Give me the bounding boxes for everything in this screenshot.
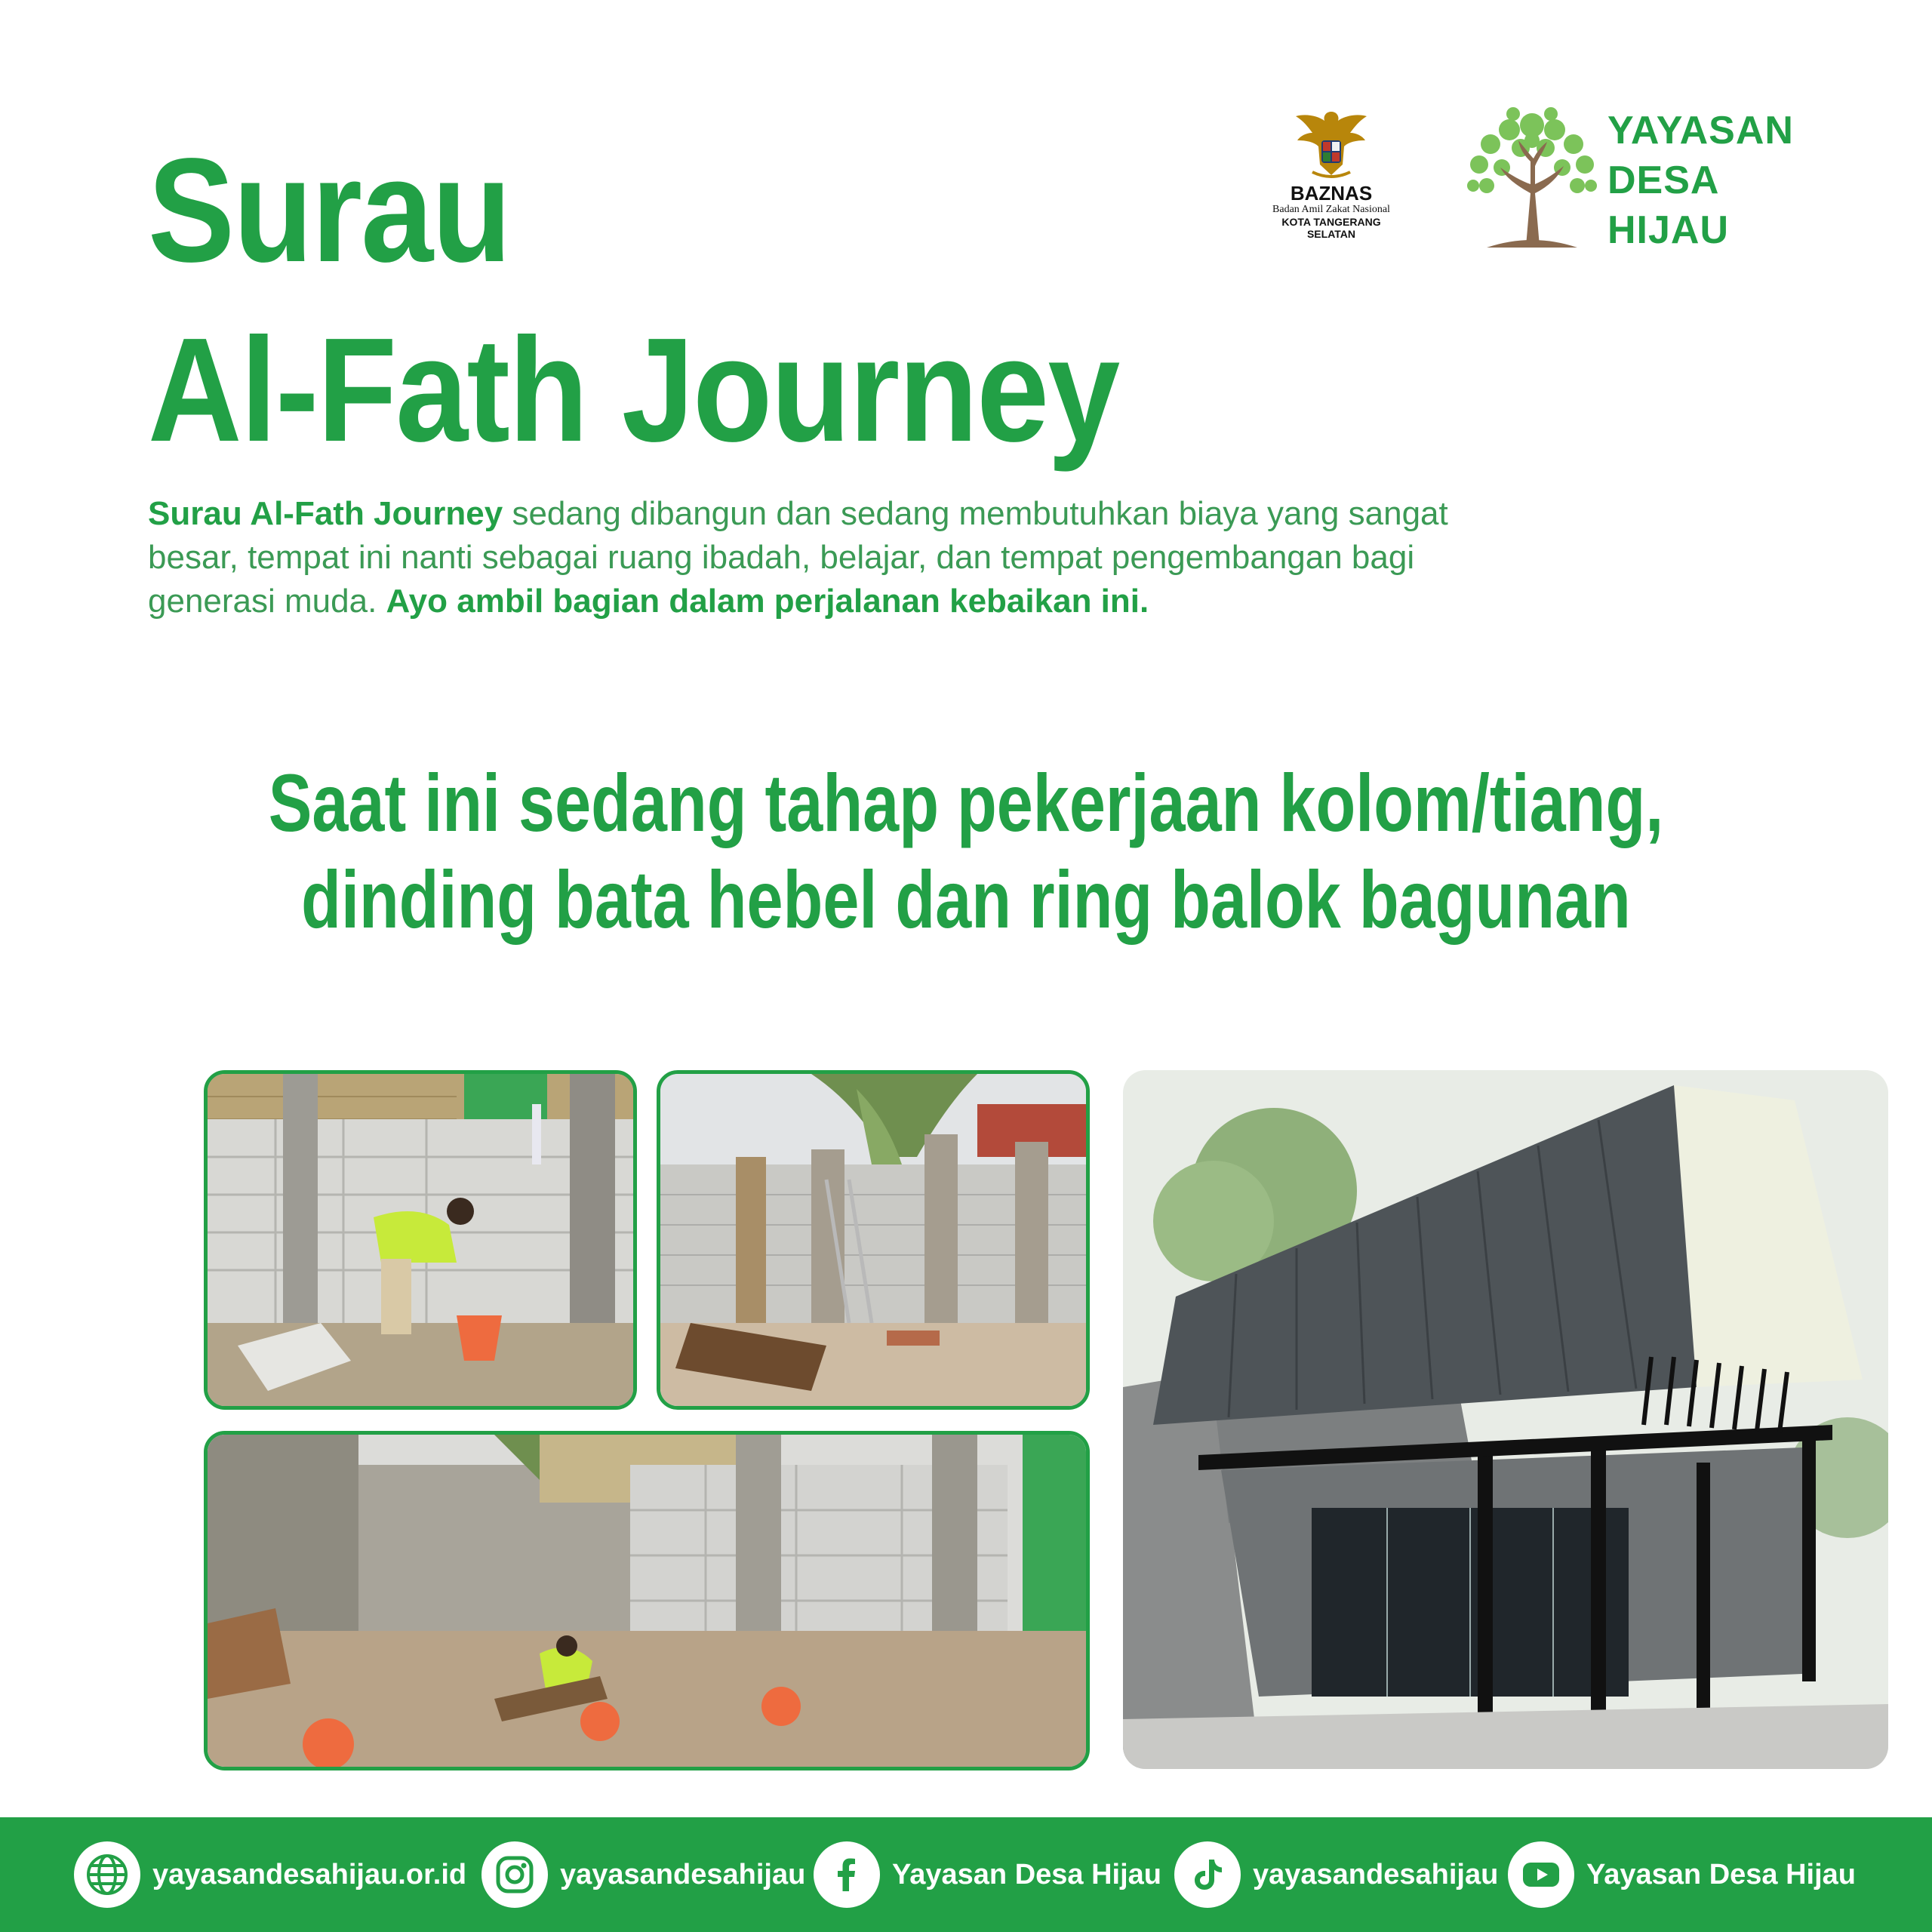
garuda-emblem-icon bbox=[1290, 106, 1373, 181]
youtube-icon bbox=[1508, 1841, 1574, 1908]
youtube-label: Yayasan Desa Hijau bbox=[1586, 1858, 1856, 1890]
intro-paragraph bbox=[148, 492, 1544, 623]
instagram-link[interactable] bbox=[481, 1817, 805, 1932]
baznas-logo bbox=[1262, 106, 1401, 242]
facebook-label: Yayasan Desa Hijau bbox=[892, 1858, 1161, 1890]
ydh-line-1: YAYASAN bbox=[1607, 109, 1794, 152]
youtube-link[interactable] bbox=[1508, 1817, 1856, 1932]
ydh-line-2: DESA bbox=[1607, 158, 1720, 202]
tiktok-icon bbox=[1174, 1841, 1241, 1908]
baznas-name: BAZNAS bbox=[1290, 182, 1373, 205]
tiktok-label: yayasandesahijau bbox=[1253, 1858, 1499, 1890]
construction-photo-site bbox=[204, 1431, 1090, 1770]
progress-heading-line-1: Saat ini sedang tahap pekerjaan kolom/tiang, bbox=[268, 757, 1664, 848]
intro-cta: Ayo ambil bagian dalam perjalanan kebaikan ini. bbox=[386, 583, 1149, 620]
baznas-subtitle: Badan Amil Zakat Nasional bbox=[1272, 204, 1390, 215]
website-link[interactable] bbox=[74, 1817, 466, 1932]
intro-lead: Surau Al-Fath Journey bbox=[148, 495, 503, 532]
social-footer bbox=[0, 1817, 1932, 1932]
facebook-icon bbox=[814, 1841, 880, 1908]
tiktok-link[interactable] bbox=[1174, 1817, 1498, 1932]
construction-photo-worker bbox=[204, 1070, 637, 1410]
instagram-label: yayasandesahijau bbox=[560, 1858, 806, 1890]
page-title bbox=[148, 121, 1144, 480]
title-line-2: Al-Fath Journey bbox=[148, 307, 1119, 472]
progress-heading-line-2: dinding bata hebel dan ring balok bagunan bbox=[301, 854, 1631, 945]
surau-rendering bbox=[1123, 1070, 1888, 1769]
ydh-logo-text bbox=[1607, 106, 1819, 255]
website-label: yayasandesahijau.or.id bbox=[152, 1858, 467, 1890]
facebook-link[interactable] bbox=[814, 1817, 1161, 1932]
globe-icon bbox=[74, 1841, 140, 1908]
baznas-region: KOTA TANGERANG SELATAN bbox=[1281, 216, 1381, 240]
title-line-1: Surau bbox=[148, 128, 511, 293]
construction-photo-columns bbox=[657, 1070, 1090, 1410]
tree-logo-icon bbox=[1457, 103, 1607, 254]
progress-heading bbox=[0, 755, 1932, 948]
intro-body: sedang dibangun dan sedang membutuhkan biaya yang sangat besar, tempat ini nanti sebagai ruang ibadah, belajar, dan tempat pengembangan bagi generasi muda. bbox=[148, 495, 1448, 620]
instagram-icon bbox=[481, 1841, 548, 1908]
ydh-line-3: HIJAU bbox=[1607, 208, 1730, 252]
